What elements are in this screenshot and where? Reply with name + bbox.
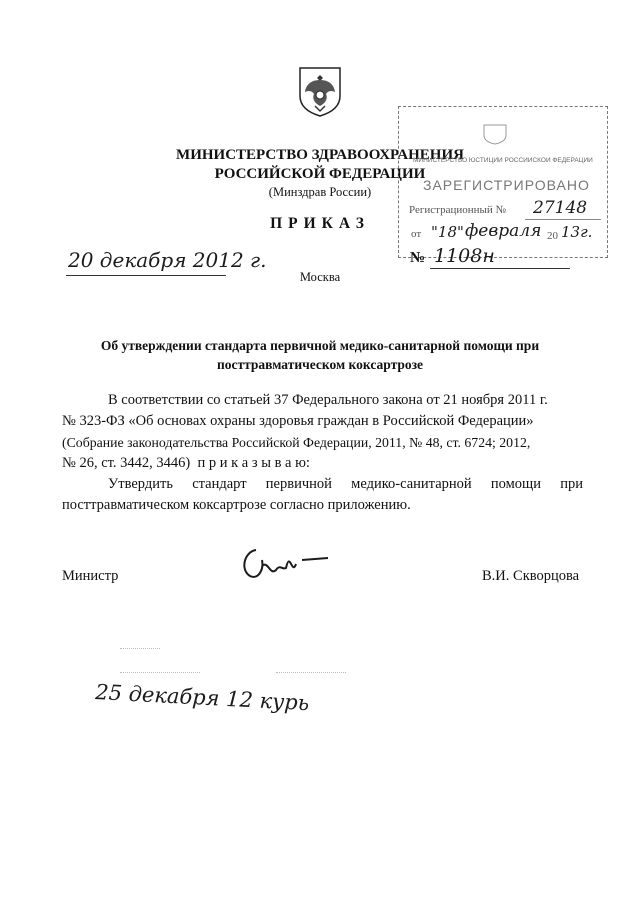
faint-stamp-marks: [120, 642, 380, 682]
document-type: ПРИКАЗ: [270, 215, 370, 232]
stamp-date-prefix: от: [411, 228, 422, 240]
stamp-date-month: февраля: [465, 221, 542, 241]
order-number-prefix: №: [410, 250, 426, 266]
order-date-handwritten: 20 декабря 2012 г.: [68, 248, 267, 272]
stamp-date-year-prefix: 20: [547, 230, 558, 242]
body-p1-line4: № 26, ст. 3442, 3446) п р и к а з ы в а ю:: [62, 455, 310, 471]
body-p1-line2: № 323-ФЗ «Об основах охраны здоровья граждан в Российской Федерации»: [62, 413, 534, 429]
registration-stamp: [398, 106, 608, 258]
ministry-short-name: (Минздрав России): [268, 185, 372, 199]
order-title-line1: Об утверждении стандарта первичной медико-санитарной помощи при: [100, 338, 540, 353]
stamp-reg-number-label: Регистрационный №: [409, 204, 507, 216]
bottom-handwritten-note: 25 декабря 12 курь: [94, 680, 310, 716]
stamp-emblem-icon: [481, 123, 509, 145]
signature-position: Министр: [62, 568, 119, 584]
ministry-name-line1: МИНИСТЕРСТВО ЗДРАВООХРАНЕНИЯ: [176, 147, 464, 163]
order-title-line2: посттравматическом коксартрозе: [216, 357, 424, 372]
stamp-date-day: "18": [431, 223, 464, 241]
coat-of-arms-emblem: [298, 66, 342, 118]
stamp-ministry-small: МИНИСТЕРСТВО ЮСТИЦИИ РОССИЙСКОЙ ФЕДЕРАЦИИ: [413, 157, 593, 164]
signature-name: В.И. Скворцова: [482, 568, 580, 584]
stamp-reg-number-value: 27148: [533, 198, 588, 218]
body-p2-line1: Утвердить стандарт первичной медико-санитарной помощи при: [108, 476, 583, 492]
body-p2-line2: посттравматическом коксартрозе согласно приложению.: [62, 497, 411, 513]
ministry-name-line2: РОССИЙСКОЙ ФЕДЕРАЦИИ: [214, 166, 426, 182]
body-p1-line1: В соответствии со статьей 37 Федерального закона от 21 ноября 2011 г.: [108, 392, 548, 408]
order-city: Москва: [299, 270, 341, 284]
body-p1-line3: (Собрание законодательства Российской Федерации, 2011, № 48, ст. 6724; 2012,: [62, 435, 531, 450]
stamp-registered: ЗАРЕГИСТРИРОВАНО: [423, 177, 590, 193]
stamp-date-year-hand: 13г.: [561, 223, 593, 241]
signature-scribble: [236, 540, 332, 588]
order-number-handwritten: 1108н: [434, 245, 495, 267]
